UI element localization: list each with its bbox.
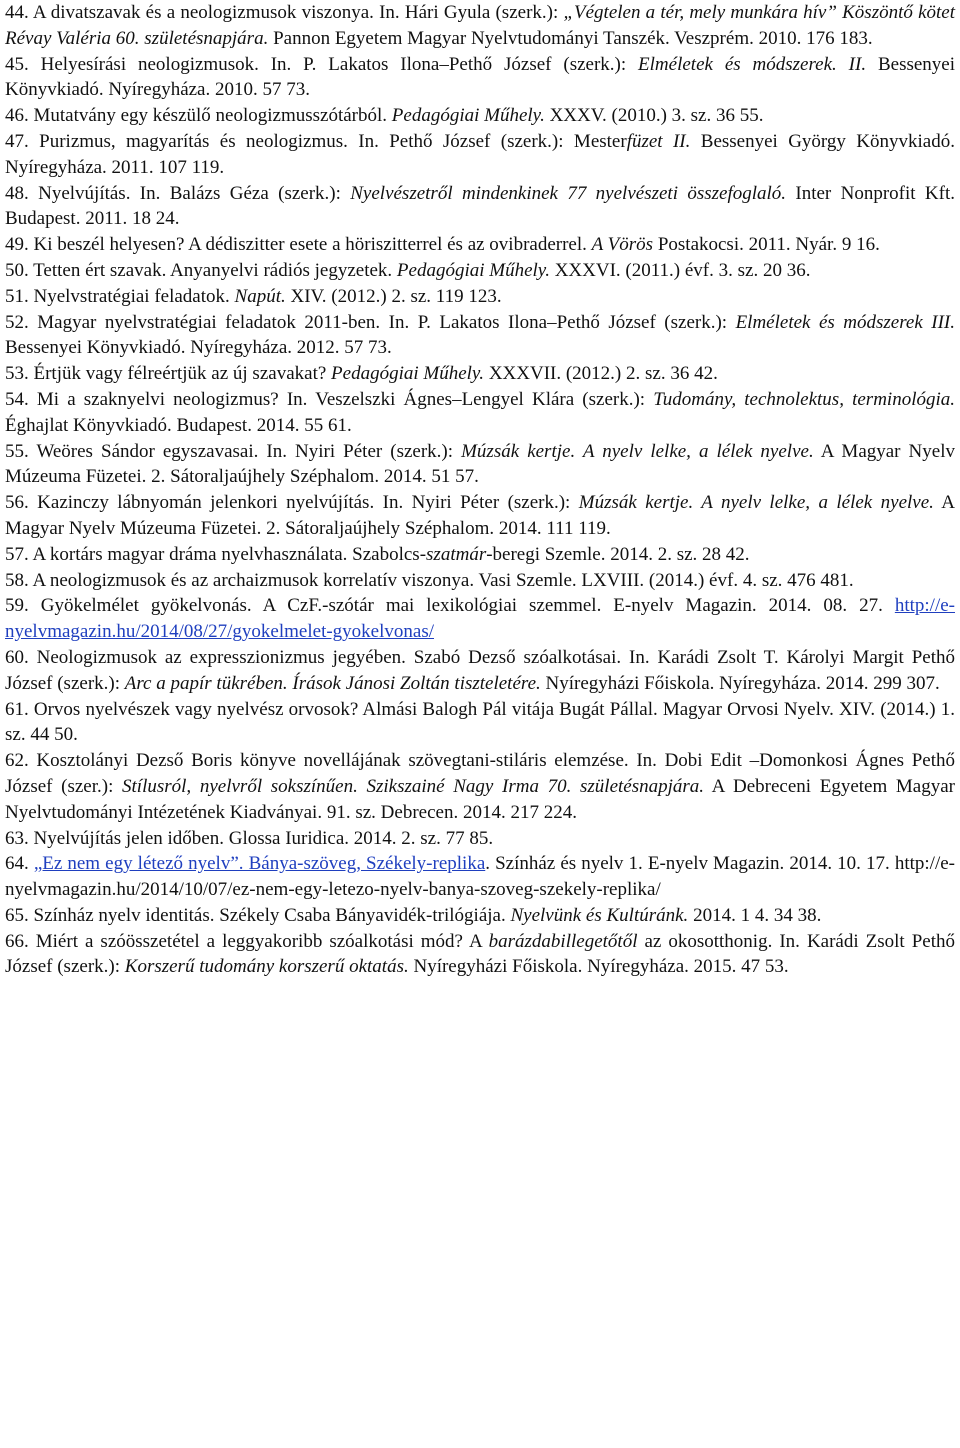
entry-title-italic: Elméletek és módszerek. II. (638, 53, 867, 75)
entry-title-italic: A Vörös (591, 234, 654, 256)
entry-title-italic: Múzsák kertje. A nyelv lelke, a lélek nyelve. (461, 440, 814, 462)
entry-title-italic: Nyelvészetről mindenkinek 77 nyelvészeti összefoglaló. (350, 182, 787, 204)
entry-text: Nyíregyházi Főiskola. Nyíregyháza. 2014. 299 307. (540, 672, 940, 694)
entry-text: Nyelvstratégiai feladatok. (28, 285, 235, 307)
entry-text: Pannon Egyetem Magyar Nyelvtudományi Tanszék. Veszprém. 2010. 176 183. (268, 27, 873, 49)
entry-text: Színház nyelv identitás. Székely Csaba Bányavidék-trilógiája. (28, 904, 511, 926)
bibliography-entry (5, 929, 955, 981)
entry-number: 49. (5, 234, 29, 256)
entry-text: XXXV. (2010.) 3. sz. 36 55. (544, 105, 764, 127)
entry-number: 50. (5, 259, 29, 281)
bibliography-entry (5, 568, 955, 594)
entry-number: 59. (5, 595, 29, 617)
entry-title-italic: barázdabillegetőtől (488, 930, 638, 952)
entry-number: 52. (5, 311, 29, 333)
entry-text: A neologizmusok és az archaizmusok korrelatív viszonya. Vasi Szemle. LXVIII. (2014.) évf. 4. sz. 476 481. (28, 569, 854, 591)
bibliography-entry (5, 439, 955, 491)
entry-text: Kazinczy lábnyomán jelenkori nyelvújítás. In. Nyiri Péter (szerk.): (28, 492, 579, 514)
entry-number: 55. (5, 440, 29, 462)
bibliography-entry (5, 697, 955, 749)
entry-text: Nyelvújítás. In. Balázs Géza (szerk.): (28, 182, 351, 204)
entry-title-italic: Stílusról, nyelvről sokszínűen. Szikszainé Nagy Irma 70. születésnapjára. (122, 775, 705, 797)
entry-text: A kortárs magyar dráma nyelvhasználata. Szabolcs- (28, 543, 427, 565)
entry-number: 57. (5, 543, 29, 565)
entry-text: Bessenyei Könyvkiadó. Nyíregyháza. 2012. 57 73. (5, 337, 392, 359)
entry-text: Nyelvújítás jelen időben. Glossa Iuridica. 2014. 2. sz. 77 85. (28, 827, 494, 849)
entry-title-italic: Tudomány, technolektus, terminológia. (653, 388, 955, 410)
entry-text: az okosotthonig. In. Karádi Zsolt Pethő József (szerk.): (5, 930, 955, 978)
bibliography-entry (5, 52, 955, 104)
entry-text: A Magyar Nyelv Múzeuma Füzetei. 2. Sátoraljaújhely Széphalom. 2014. 111 119. (5, 492, 955, 539)
entry-text: Orvos nyelvészek vagy nyelvész orvosok? Almási Balogh Pál vitája Bugát Pállal. Magyar Orvosi Nyelv. XIV. (2014.) 1. sz. 44 50. (5, 698, 955, 746)
entry-number: 63. (5, 827, 29, 849)
bibliography-entry (5, 361, 955, 387)
bibliography-entry (5, 645, 955, 697)
entry-number: 54. (5, 388, 29, 410)
bibliography-entry (5, 490, 955, 542)
entry-number: 65. (5, 904, 29, 926)
entry-title-italic: Korszerű tudomány korszerű oktatás. (124, 956, 409, 978)
entry-text: Weöres Sándor egyszavasai. In. Nyiri Péter (szerk.): (28, 440, 462, 462)
entry-text: Miért a szóösszetétel a leggyakoribb szóalkotási mód? A (28, 930, 489, 952)
entry-title-italic: Pedagógiai Műhely. (391, 105, 545, 127)
bibliography-entry (5, 129, 955, 181)
bibliography-entry (5, 903, 955, 929)
entry-text: XIV. (2012.) 2. sz. 119 123. (285, 285, 502, 307)
entry-title-italic: „Végtelen a tér, mely munkára hív” Köszöntő kötet Révay Valéria 60. születésnapjára. (5, 2, 955, 49)
bibliography-entry (5, 593, 955, 645)
entry-title-italic: Nyelvünk és Kultúránk. (510, 904, 689, 926)
entry-text: Éghajlat Könyvkiadó. Budapest. 2014. 55 61. (5, 414, 352, 436)
entry-text: Helyesírási neologizmusok. In. P. Lakatos Ilona–Pethő József (szerk.): (28, 53, 639, 75)
entry-number: 45. (5, 53, 29, 75)
entry-title-italic: Pedagógiai Műhely. (396, 259, 550, 281)
entry-title-italic: Elméletek és módszerek III. (735, 311, 956, 333)
entry-text: . Színház és nyelv 1. E-nyelv Magazin. 2014. 10. 17. http://e-nyelvmagazin.hu/2014/10/07/ez-nem-egy-letezo-nyelv-banya-szoveg-szekely-replika/ (5, 853, 955, 901)
entry-number: 58. (5, 569, 29, 591)
bibliography-entry (5, 310, 955, 362)
entry-text: Gyökelmélet gyökelvonás. A CzF.-szótár mai lexikológiai szemmel. E-nyelv Magazin. 2014. 08. 27. (28, 595, 895, 617)
entry-number: 51. (5, 285, 29, 307)
entry-number: 48. (5, 182, 29, 204)
entry-text: Bessenyei György Könyvkiadó. Nyíregyháza. 2011. 107 119. (5, 130, 955, 178)
entry-text: Értjük vagy félreértjük az új szavakat? (28, 363, 332, 385)
bibliography-entry (5, 232, 955, 258)
entry-text: Purizmus, magyarítás és neologizmus. In. Pethő József (szerk.): Mester (28, 130, 627, 152)
bibliography-entry (5, 851, 955, 903)
entry-title-italic: Pedagógiai Műhely. (331, 363, 485, 385)
entry-text: Postakocsi. 2011. Nyár. 9 16. (653, 234, 880, 256)
entry-text: Magyar nyelvstratégiai feladatok 2011-ben. In. P. Lakatos Ilona–Pethő József (szerk.): (28, 311, 736, 333)
entry-text: Neologizmusok az expresszionizmus jegyében. Szabó Dezső szóalkotásai. In. Karádi Zsolt T. Károlyi Margit Pethő József (szerk.): (5, 646, 955, 694)
entry-text: Mutatvány egy készülő neologizmusszótárból. (28, 105, 392, 127)
entry-text: Mi a szaknyelvi neologizmus? In. Veszelszki Ágnes–Lengyel Klára (szerk.): (28, 388, 654, 410)
entry-title-italic: Napút. (234, 285, 286, 307)
entry-title-italic: Múzsák kertje. A nyelv lelke, a lélek nyelve. (578, 492, 934, 514)
entry-text: Nyíregyházi Főiskola. Nyíregyháza. 2015. 47 53. (408, 956, 789, 978)
entry-link[interactable]: „Ez nem egy létező nyelv”. Bánya-szöveg, Székely-replika (33, 853, 486, 875)
bibliography-entry (5, 387, 955, 439)
entry-title-italic: füzet II. (626, 130, 691, 152)
bibliography-entry (5, 103, 955, 129)
bibliography-entry (5, 826, 955, 852)
entry-text: -beregi Szemle. 2014. 2. sz. 28 42. (486, 543, 750, 565)
entry-text: Bessenyei Könyvkiadó. Nyíregyháza. 2010. 57 73. (5, 53, 956, 101)
entry-number: 44. (5, 2, 29, 23)
entry-text: A Magyar Nyelv Múzeuma Füzetei. 2. Sátoraljaújhely Széphalom. 2014. 51 57. (5, 440, 955, 488)
entry-number: 47. (5, 130, 29, 152)
entry-number: 61. (5, 698, 29, 720)
bibliography-list (5, 0, 955, 980)
bibliography-entry (5, 284, 955, 310)
entry-number: 62. (5, 750, 29, 772)
entry-number: 64. (5, 853, 29, 875)
entry-title-italic: szatmár (426, 543, 487, 565)
bibliography-entry (5, 748, 955, 825)
entry-text: Inter Nonprofit Kft. Budapest. 2011. 18 24. (5, 182, 955, 230)
bibliography-entry (5, 542, 955, 568)
entry-text: Ki beszél helyesen? A dédiszitter esete a höriszitterrel és az ovibraderrel. (28, 234, 592, 256)
entry-text: Tetten ért szavak. Anyanyelvi rádiós jegyzetek. (28, 259, 397, 281)
entry-number: 46. (5, 105, 29, 127)
entry-number: 56. (5, 492, 29, 514)
entry-text: XXXVII. (2012.) 2. sz. 36 42. (484, 363, 718, 385)
entry-text: A divatszavak és a neologizmusok viszonya. In. Hári Gyula (szerk.): (28, 2, 564, 23)
bibliography-entry (5, 0, 955, 52)
entry-text: A Debreceni Egyetem Magyar Nyelvtudományi Intézetének Kiadványai. 91. sz. Debrecen. 2014. 217 224. (5, 775, 955, 823)
entry-title-italic: Arc a papír tükrében. Írások Jánosi Zoltán tiszteletére. (124, 672, 541, 694)
entry-text: XXXVI. (2011.) évf. 3. sz. 20 36. (549, 259, 811, 281)
entry-number: 53. (5, 363, 29, 385)
entry-link[interactable]: http://e-nyelvmagazin.hu/2014/08/27/gyokelmelet-gyokelvonas/ (5, 595, 955, 643)
entry-text: 2014. 1 4. 34 38. (688, 904, 822, 926)
entry-number: 66. (5, 930, 29, 952)
bibliography-entry (5, 258, 955, 284)
entry-number: 60. (5, 646, 29, 668)
entry-text: Kosztolányi Dezső Boris könyve novellájának szövegtani-stiláris elemzése. In. Dobi Edit –Domonkosi Ágnes Pethő József (szer.): (5, 750, 955, 797)
bibliography-entry (5, 181, 955, 233)
